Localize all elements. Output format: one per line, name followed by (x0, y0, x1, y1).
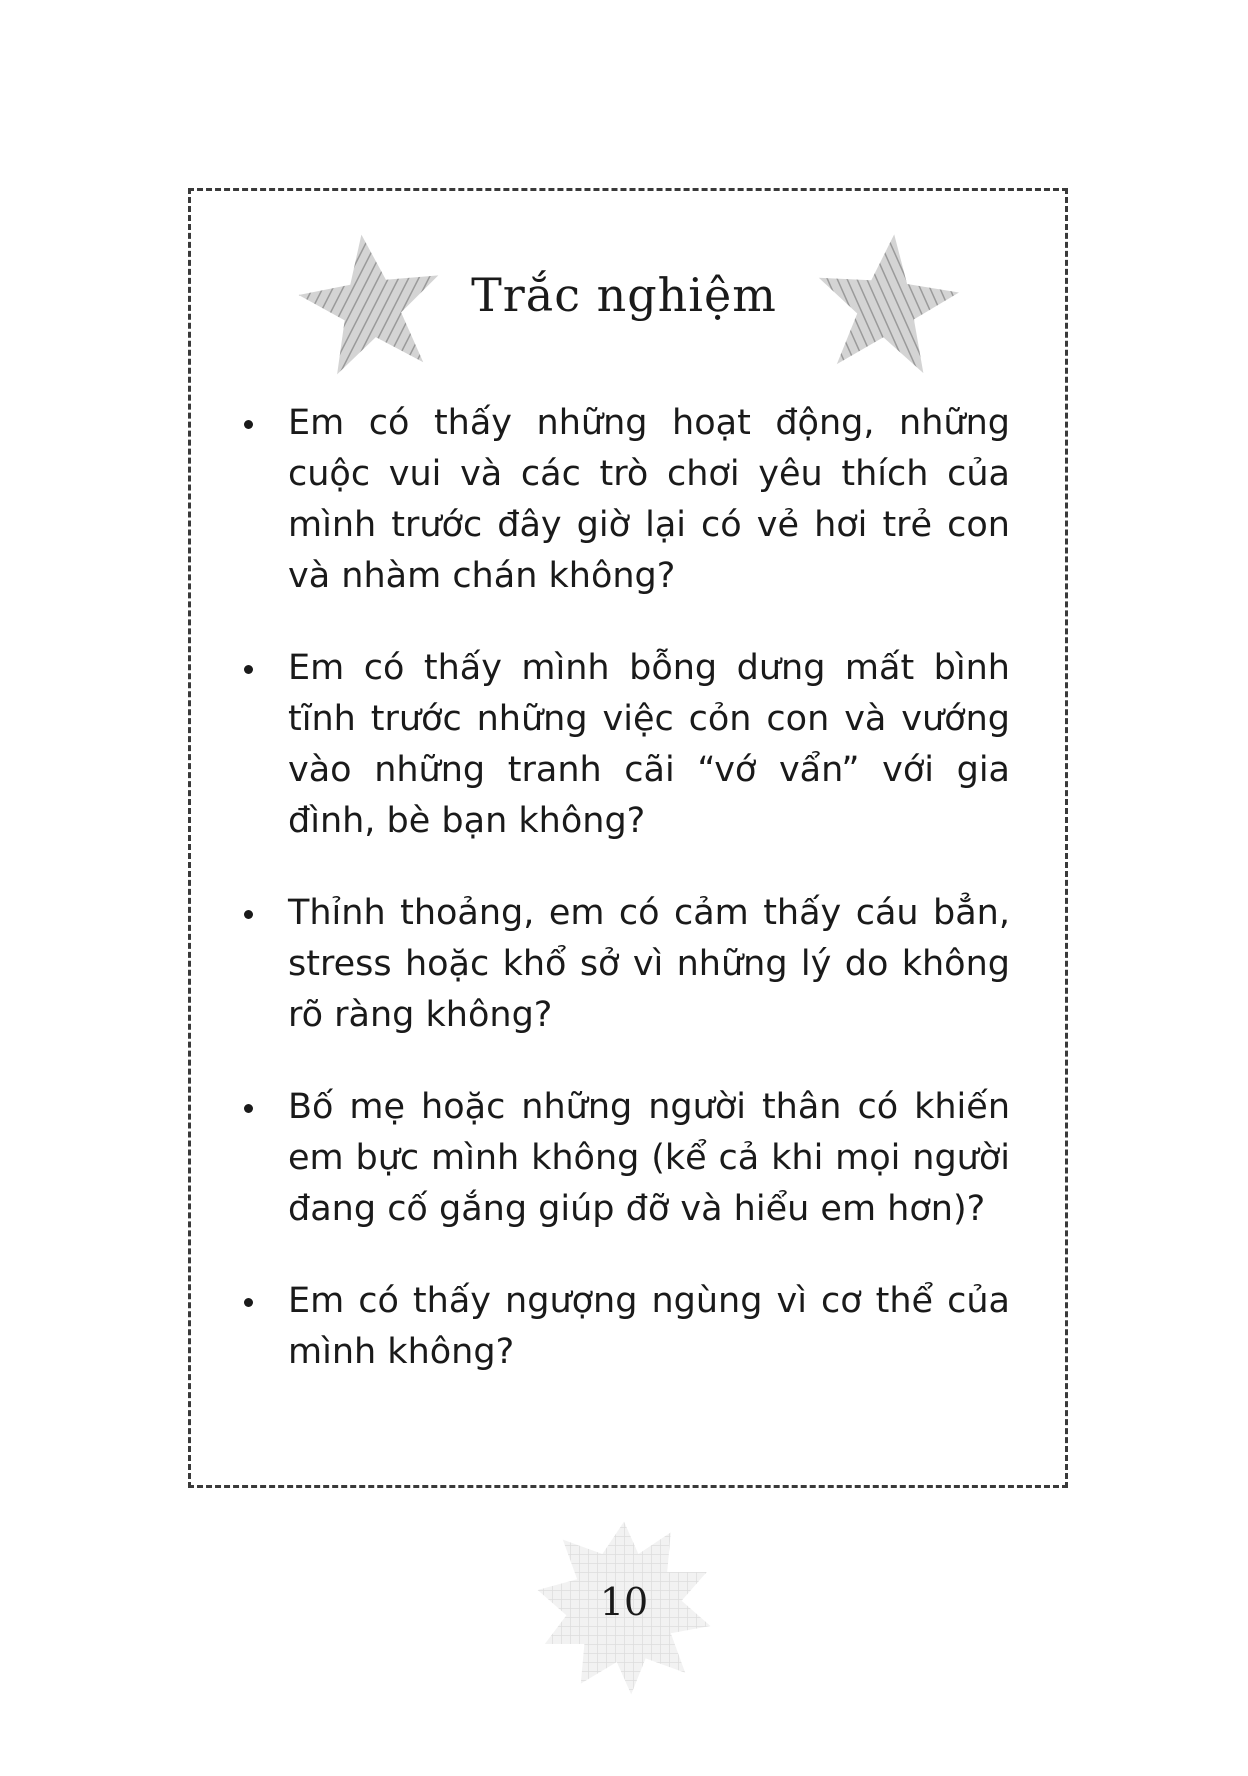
question-item (240, 643, 1010, 847)
question-text: Em có thấy những hoạt động, những cuộc vui và các trò chơi yêu thích của mình trước đây giờ lại có vẻ hơi trẻ con và nhàm chán không? (288, 403, 1010, 596)
question-item (240, 398, 1010, 602)
question-text: Thỉnh thoảng, em có cảm thấy cáu bẳn, stress hoặc khổ sở vì những lý do không rõ ràng không? (288, 893, 1010, 1035)
question-list (240, 398, 1010, 1419)
page-number: 10 (599, 1580, 649, 1624)
question-text: Em có thấy ngượng ngùng vì cơ thể của mình không? (288, 1281, 1010, 1372)
bullet-icon (244, 420, 253, 429)
bullet-icon (244, 1104, 253, 1113)
bullet-icon (244, 1298, 253, 1307)
bullet-icon (244, 910, 253, 919)
question-text: Bố mẹ hoặc những người thân có khiến em bực mình không (kể cả khi mọi người đang cố gắng giúp đỡ và hiểu em hơn)? (288, 1087, 1010, 1229)
question-item (240, 888, 1010, 1041)
question-item (240, 1276, 1010, 1378)
bullet-icon (244, 665, 253, 674)
page-title: Trắc nghiệm (471, 268, 777, 322)
question-item (240, 1082, 1010, 1235)
question-text: Em có thấy mình bỗng dưng mất bình tĩnh trước những việc cỏn con và vướng vào những tranh cãi “vớ vẩn” với gia đình, bè bạn không? (288, 648, 1010, 841)
